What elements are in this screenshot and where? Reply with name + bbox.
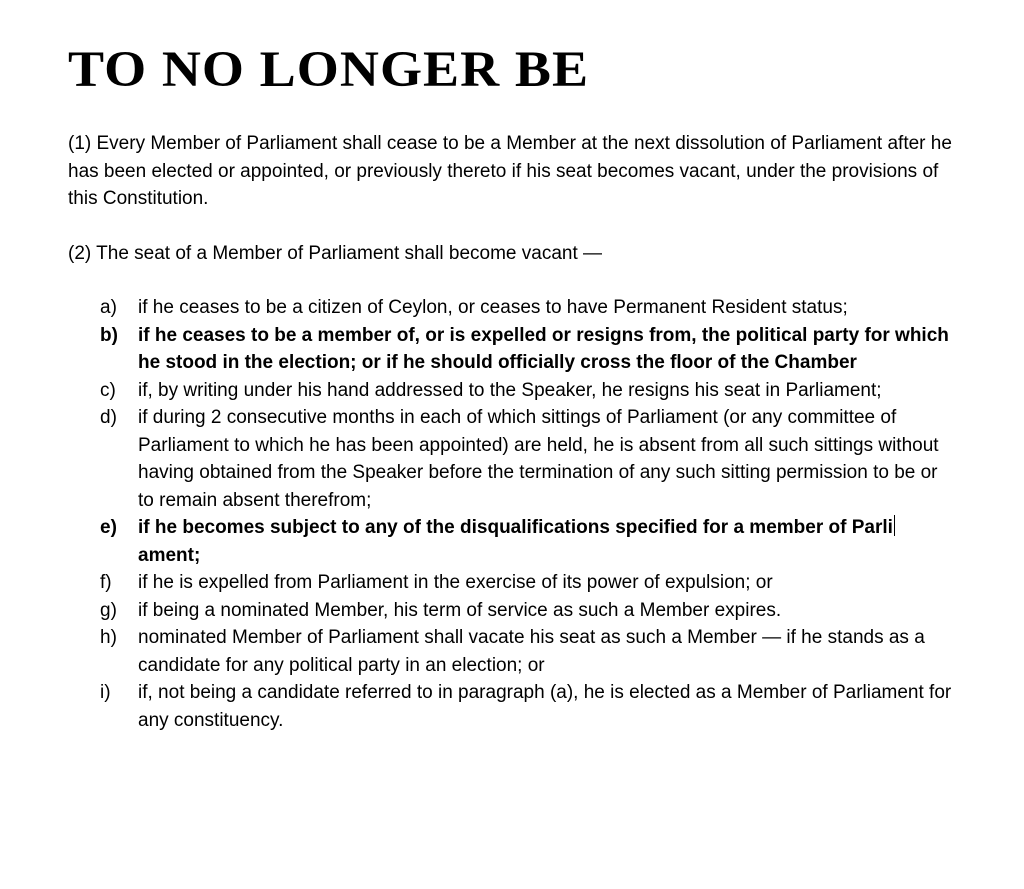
list-text-b[interactable]: if he ceases to be a member of, or is expelled or resigns from, the political party for which he stood in the election; or if he should officially cross the floor of the Chamber (138, 324, 949, 373)
list-marker-g: g) (100, 599, 117, 621)
list-text-h[interactable]: nominated Member of Parliament shall vacate his seat as such a Member — if he stands as a candidate for any political party in an election; or (138, 627, 925, 676)
list-item-d[interactable] (68, 404, 958, 514)
list-marker-b: b) (100, 324, 118, 346)
document-title[interactable]: TO NO LONGER BE (68, 42, 590, 98)
document-page (68, 38, 968, 734)
list-marker-i: i) (100, 682, 111, 703)
list-item-i[interactable] (68, 679, 958, 734)
text-cursor (894, 515, 895, 536)
list-item-c[interactable] (68, 377, 958, 405)
list-marker-h: h) (100, 627, 117, 648)
list-marker-d: d) (100, 407, 117, 428)
list-text-g[interactable]: if being a nominated Member, his term of service as such a Member expires. (138, 599, 782, 621)
paragraph-2[interactable]: (2) The seat of a Member of Parliament shall become vacant — (68, 242, 603, 264)
list-item-h[interactable] (68, 624, 958, 679)
list-text-e-part-1: if he becomes subject to any of the disqualifications specified for a member of Parli (138, 517, 893, 538)
list-item-g[interactable] (68, 597, 958, 625)
list-text-i[interactable]: if, not being a candidate referred to in paragraph (a), he is elected as a Member of Parliament for any constituency. (138, 682, 952, 731)
vacancy-conditions-list (68, 294, 958, 734)
list-item-b[interactable] (68, 322, 958, 377)
list-text-e-part-2: ament; (138, 544, 201, 566)
list-text-a[interactable]: if he ceases to be a citizen of Ceylon, or ceases to have Permanent Resident status; (138, 297, 848, 318)
list-text-c[interactable]: if, by writing under his hand addressed to the Speaker, he resigns his seat in Parliament; (138, 379, 882, 401)
list-marker-c: c) (100, 379, 116, 401)
list-item-e[interactable] (68, 514, 958, 569)
paragraph-1[interactable]: (1) Every Member of Parliament shall cease to be a Member at the next dissolution of Parliament after he has been elected or appointed, or previously thereto if his seat becomes vacant, under the provisions of this Constitution. (68, 133, 952, 209)
list-text-f[interactable]: if he is expelled from Parliament in the exercise of its power of expulsion; or (138, 572, 773, 593)
list-item-f[interactable] (68, 569, 958, 597)
list-item-a[interactable] (68, 294, 958, 322)
list-text-e[interactable] (138, 514, 958, 569)
list-text-d[interactable]: if during 2 consecutive months in each of which sittings of Parliament (or any committee of Parliament to which he has been appointed) are held, he is absent from all such sittings without having obtained from the Speaker before the termination of any such sitting permission to be or to remain absent therefrom; (138, 407, 939, 511)
list-marker-a: a) (100, 297, 117, 318)
list-marker-e: e) (100, 517, 117, 538)
list-marker-f: f) (100, 572, 112, 593)
